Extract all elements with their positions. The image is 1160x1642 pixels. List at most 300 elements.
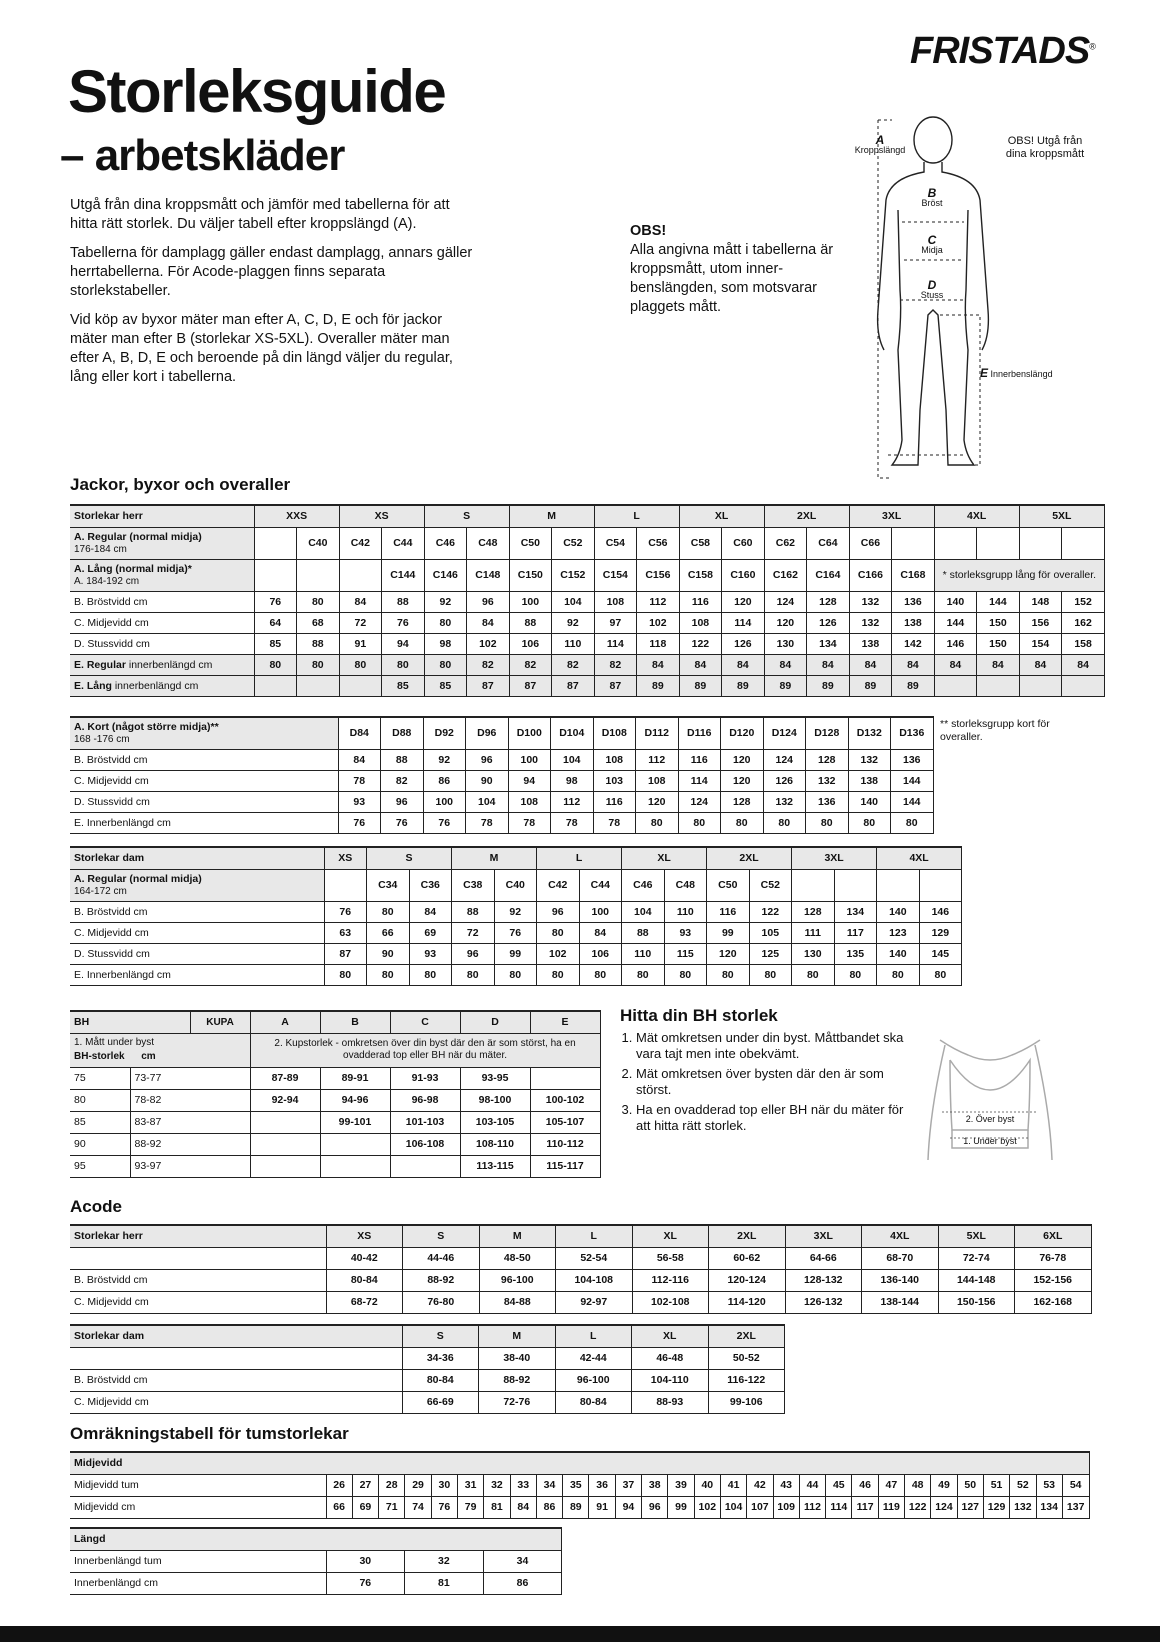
table-cell: 92 — [424, 591, 467, 612]
table-cell: 105 — [749, 922, 792, 943]
table-cell: 80 — [537, 964, 580, 985]
table-row — [70, 964, 962, 985]
table-cell: 31 — [457, 1474, 483, 1496]
table-cell: 93 — [409, 943, 452, 964]
table-cell: 76 — [254, 591, 297, 612]
bh-range: 93-97 — [130, 1155, 250, 1177]
table-cell: 80 — [424, 654, 467, 675]
table-cell: 104 — [622, 901, 665, 922]
table-cell: 128-132 — [785, 1269, 862, 1291]
table-cell — [1062, 675, 1105, 696]
table-cell: 80-84 — [326, 1269, 403, 1291]
table-cell: 126 — [722, 633, 765, 654]
figure-label-b: B Bröst — [921, 186, 943, 208]
table-cell: 90 — [367, 943, 410, 964]
table-cell: 80 — [763, 812, 806, 833]
table-cell: 80-84 — [402, 1369, 479, 1391]
table-cell: 91 — [589, 1496, 615, 1518]
section-title-acode: Acode — [70, 1197, 122, 1216]
table-cell: 89 — [892, 675, 935, 696]
table-cell: 144 — [934, 612, 977, 633]
table-cell: 140 — [877, 943, 920, 964]
table-cell: 132 — [848, 749, 891, 770]
herr-size-table — [70, 504, 1105, 697]
cup-header: A — [250, 1011, 320, 1033]
table-cell: 76 — [338, 812, 381, 833]
table-cell: D124 — [763, 717, 806, 749]
table-cell: 142 — [892, 633, 935, 654]
table-cell: 132 — [849, 612, 892, 633]
table-cell — [250, 1133, 320, 1155]
table-cell: 109 — [773, 1496, 799, 1518]
table-row — [70, 1089, 600, 1111]
bh-step1-label: 1. Mått under byst BH-storlek cm — [70, 1033, 250, 1067]
table-cell: 30 — [326, 1550, 405, 1572]
table-cell: 78 — [338, 770, 381, 791]
table-cell: 129 — [919, 922, 962, 943]
table-cell: C154 — [594, 559, 637, 591]
table-cell: 42-44 — [555, 1347, 632, 1369]
table-cell: C150 — [509, 559, 552, 591]
table-cell: 132 — [806, 770, 849, 791]
table-cell: 127 — [957, 1496, 983, 1518]
table-cell: 93 — [338, 791, 381, 812]
table-cell: 93-95 — [460, 1067, 530, 1089]
table-cell: 89 — [563, 1496, 589, 1518]
table-cell: C58 — [679, 527, 722, 559]
table-row — [70, 1347, 785, 1369]
table-row — [70, 1391, 785, 1413]
table-cell: D128 — [806, 717, 849, 749]
table-cell: C166 — [849, 559, 892, 591]
table-cell: 27 — [352, 1474, 378, 1496]
table-cell: 80 — [707, 964, 750, 985]
table-cell: 90 — [466, 770, 509, 791]
size-header: XL — [622, 847, 707, 869]
kort-note: ** storleksgrupp kort för overaller. — [940, 718, 1050, 743]
table-cell: C152 — [552, 559, 595, 591]
table-cell: 82 — [552, 654, 595, 675]
table-cell: 114 — [594, 633, 637, 654]
table-cell: 101-103 — [390, 1111, 460, 1133]
table-cell: 120 — [721, 770, 764, 791]
table-cell: 94-96 — [320, 1089, 390, 1111]
table-row — [70, 749, 933, 770]
table-cell: C66 — [849, 527, 892, 559]
table-cell — [390, 1155, 460, 1177]
size-header: 3XL — [849, 505, 934, 527]
table-cell: C40 — [494, 869, 537, 901]
bh-instructions-title: Hitta din BH storlek — [620, 1006, 778, 1025]
table-cell: D96 — [466, 717, 509, 749]
table-cell: 138 — [848, 770, 891, 791]
table-cell: 128 — [807, 591, 850, 612]
table-cell: 94 — [508, 770, 551, 791]
table-cell: 29 — [405, 1474, 431, 1496]
table-cell: 87 — [324, 943, 367, 964]
table-cell: 99 — [707, 922, 750, 943]
table-cell: 114-120 — [709, 1291, 786, 1313]
table-cell — [250, 1155, 320, 1177]
table-cell: 112-116 — [632, 1269, 709, 1291]
table-cell: 80 — [664, 964, 707, 985]
table-cell: 64-66 — [785, 1247, 862, 1269]
table-cell: 124 — [763, 749, 806, 770]
table-cell: 80 — [919, 964, 962, 985]
table-cell — [297, 559, 340, 591]
table-cell: 85 — [424, 675, 467, 696]
dam-size-table — [70, 846, 962, 986]
bh-instructions — [620, 1008, 920, 1138]
table-cell: D84 — [338, 717, 381, 749]
table-cell: 54 — [1062, 1474, 1089, 1496]
size-header: 4XL — [877, 847, 962, 869]
table-cell: 72 — [339, 612, 382, 633]
table-cell: 106-108 — [390, 1133, 460, 1155]
table-cell: 32 — [405, 1550, 484, 1572]
table-cell: 128 — [792, 901, 835, 922]
table-cell — [339, 675, 382, 696]
table-cell — [324, 869, 367, 901]
table-row — [70, 527, 1105, 559]
table-cell: 112 — [637, 591, 680, 612]
table-cell — [834, 869, 877, 901]
table-cell: 102 — [694, 1496, 720, 1518]
table-cell: 79 — [457, 1496, 483, 1518]
table-cell: 88-93 — [632, 1391, 709, 1413]
table-cell: 86 — [423, 770, 466, 791]
table-cell: 33 — [510, 1474, 536, 1496]
table-cell: 135 — [834, 943, 877, 964]
table-cell: 89-91 — [320, 1067, 390, 1089]
table-cell: 140 — [848, 791, 891, 812]
table-cell: 140 — [877, 901, 920, 922]
table-cell: 82 — [381, 770, 424, 791]
row-label: C. Midjevidd cm — [70, 1291, 326, 1313]
table-cell: 87 — [509, 675, 552, 696]
size-header: 2XL — [709, 1225, 786, 1247]
page-title: Storleksguide — [68, 58, 446, 125]
table-cell: C168 — [892, 559, 935, 591]
size-header: L — [556, 1225, 633, 1247]
table-cell: 84 — [467, 612, 510, 633]
table-cell: 82 — [594, 654, 637, 675]
table-cell: 148 — [1019, 591, 1062, 612]
header-label: Midjevidd — [70, 1452, 1089, 1474]
table-cell: 138 — [849, 633, 892, 654]
table-cell: 52-54 — [556, 1247, 633, 1269]
size-header: 6XL — [1015, 1225, 1092, 1247]
cup-header: B — [320, 1011, 390, 1033]
table-cell: 99 — [668, 1496, 694, 1518]
table-cell: 99-106 — [708, 1391, 785, 1413]
table-cell: 80 — [636, 812, 679, 833]
table-cell: 38 — [642, 1474, 668, 1496]
table-cell — [297, 675, 340, 696]
table-cell: 47 — [878, 1474, 904, 1496]
table-cell: 87 — [552, 675, 595, 696]
table-cell: 150 — [977, 633, 1020, 654]
obs-note — [630, 222, 860, 317]
table-cell: 84 — [977, 654, 1020, 675]
table-cell: 89 — [722, 675, 765, 696]
table-cell: 119 — [878, 1496, 904, 1518]
table-cell: 98 — [551, 770, 594, 791]
table-header-row — [70, 1325, 785, 1347]
table-cell: D132 — [848, 717, 891, 749]
table-cell: 88 — [452, 901, 495, 922]
table-cell: 88-92 — [479, 1369, 556, 1391]
figure-label-a: A Kroppslängd — [854, 133, 906, 155]
table-cell: C148 — [467, 559, 510, 591]
table-cell: 64 — [254, 612, 297, 633]
table-cell: 97 — [594, 612, 637, 633]
table-cell — [1019, 527, 1062, 559]
bh-step2-label: 2. Kupstorlek - omkretsen över din byst där den är som störst, ha en ovadderad top eller BH när du mäter. — [250, 1033, 600, 1067]
table-cell: 134 — [807, 633, 850, 654]
row-label: A. Lång (normal midja)* A. 184-192 cm — [70, 559, 254, 591]
table-cell: 80 — [382, 654, 425, 675]
table-cell: 114 — [678, 770, 721, 791]
table-cell: 48 — [905, 1474, 931, 1496]
table-header-row — [70, 1225, 1091, 1247]
table-cell: 34-36 — [402, 1347, 479, 1369]
row-label: A. Regular (normal midja) 164-172 cm — [70, 869, 324, 901]
bh-step: 2. Mät omkretsen över bysten där den är som störst. — [636, 1066, 920, 1098]
row-label: B. Bröstvidd cm — [70, 591, 254, 612]
table-cell: 76 — [381, 812, 424, 833]
header-label: Längd — [70, 1528, 562, 1550]
size-header: M — [509, 505, 594, 527]
table-cell: 80 — [537, 922, 580, 943]
table-cell: 125 — [749, 943, 792, 964]
table-cell: 56-58 — [632, 1247, 709, 1269]
table-cell: D116 — [678, 717, 721, 749]
table-cell: 115 — [664, 943, 707, 964]
table-cell: C162 — [764, 559, 807, 591]
table-cell: 117 — [834, 922, 877, 943]
table-cell: 132 — [1010, 1496, 1036, 1518]
figure-label-c: C Midja — [921, 233, 943, 255]
table-cell: 88 — [381, 749, 424, 770]
table-cell: 108 — [594, 591, 637, 612]
table-cell: 44-46 — [403, 1247, 480, 1269]
table-cell — [934, 527, 977, 559]
table-row — [70, 791, 933, 812]
table-cell: 150 — [977, 612, 1020, 633]
table-cell: 80 — [494, 964, 537, 985]
table-cell: 124 — [931, 1496, 957, 1518]
table-cell: 68-70 — [862, 1247, 939, 1269]
table-cell: 104 — [466, 791, 509, 812]
table-row — [70, 1067, 600, 1089]
table-cell: 112 — [551, 791, 594, 812]
table-cell: 78 — [508, 812, 551, 833]
table-cell: 78 — [466, 812, 509, 833]
size-header: 4XL — [862, 1225, 939, 1247]
table-cell: 84 — [934, 654, 977, 675]
row-label: Midjevidd cm — [70, 1496, 326, 1518]
table-cell: 82 — [467, 654, 510, 675]
table-cell: 114 — [722, 612, 765, 633]
table-cell: 69 — [409, 922, 452, 943]
row-label: E. Regular innerbenlängd cm — [70, 654, 254, 675]
row-label: E. Innerbenlängd cm — [70, 812, 338, 833]
table-cell: 78 — [551, 812, 594, 833]
table-row — [70, 812, 933, 833]
table-cell: 80 — [452, 964, 495, 985]
row-label: A. Regular (normal midja) 176-184 cm — [70, 527, 254, 559]
header-label: Storlekar herr — [70, 505, 254, 527]
table-cell: 108 — [593, 749, 636, 770]
table-cell: 126 — [763, 770, 806, 791]
table-cell: 111 — [792, 922, 835, 943]
table-cell: 46-48 — [632, 1347, 709, 1369]
table-cell: 51 — [983, 1474, 1009, 1496]
table-cell: 76-78 — [1015, 1247, 1092, 1269]
table-cell: 92-94 — [250, 1089, 320, 1111]
table-cell: 60-62 — [709, 1247, 786, 1269]
table-cell: 94 — [615, 1496, 641, 1518]
table-cell: 93 — [664, 922, 707, 943]
size-header: S — [424, 505, 509, 527]
table-cell: 96 — [466, 749, 509, 770]
table-row — [70, 675, 1105, 696]
table-row — [70, 943, 962, 964]
table-cell — [977, 675, 1020, 696]
table-cell: C52 — [552, 527, 595, 559]
table-cell: 46 — [852, 1474, 878, 1496]
table-cell: C50 — [707, 869, 750, 901]
table-cell: 112 — [636, 749, 679, 770]
table-cell: 80 — [579, 964, 622, 985]
size-header: XL — [632, 1225, 709, 1247]
acode-herr-table — [70, 1224, 1092, 1314]
table-cell: 68 — [297, 612, 340, 633]
table-cell: C42 — [537, 869, 580, 901]
table-cell: 45 — [826, 1474, 852, 1496]
page-subtitle: – arbetskläder — [60, 131, 345, 180]
table-cell: 134 — [834, 901, 877, 922]
row-label: B. Bröstvidd cm — [70, 901, 324, 922]
table-cell: C56 — [637, 527, 680, 559]
table-header-row — [70, 1011, 600, 1033]
bh-step: 1. Mät omkretsen under din byst. Måttbandet ska vara tajt men inte obekvämt. — [636, 1030, 920, 1062]
table-cell: 76 — [494, 922, 537, 943]
size-header: 3XL — [785, 1225, 862, 1247]
table-cell: 96 — [452, 943, 495, 964]
row-label: Innerbenlängd cm — [70, 1572, 326, 1594]
table-cell: 100 — [579, 901, 622, 922]
table-cell: 80 — [806, 812, 849, 833]
table-cell: 63 — [324, 922, 367, 943]
table-cell: 117 — [852, 1496, 878, 1518]
header-label: Storlekar dam — [70, 847, 324, 869]
table-cell: 78 — [593, 812, 636, 833]
table-cell: 104 — [551, 749, 594, 770]
table-cell: 104-110 — [632, 1369, 709, 1391]
table-cell: D108 — [593, 717, 636, 749]
table-cell: 136 — [891, 749, 934, 770]
table-cell: C54 — [594, 527, 637, 559]
table-cell: 88-92 — [403, 1269, 480, 1291]
table-cell: 126 — [807, 612, 850, 633]
table-header-row — [70, 505, 1105, 527]
table-cell: 80 — [891, 812, 934, 833]
row-label: C. Midjevidd cm — [70, 1391, 402, 1413]
row-label — [70, 1247, 326, 1269]
table-cell: 89 — [807, 675, 850, 696]
table-cell: 107 — [747, 1496, 773, 1518]
table-cell: C60 — [722, 527, 765, 559]
table-cell: 106 — [509, 633, 552, 654]
table-row — [70, 770, 933, 791]
table-cell: 91 — [339, 633, 382, 654]
table-cell: 152 — [1062, 591, 1105, 612]
table-cell: 44 — [799, 1474, 825, 1496]
table-cell: 100 — [509, 591, 552, 612]
table-cell: 129 — [983, 1496, 1009, 1518]
table-cell: 96-98 — [390, 1089, 460, 1111]
table-row — [70, 591, 1105, 612]
table-cell: C52 — [749, 869, 792, 901]
table-cell: 71 — [379, 1496, 405, 1518]
size-header: XL — [632, 1325, 709, 1347]
table-cell: 80 — [424, 612, 467, 633]
kort-size-table — [70, 716, 934, 834]
table-cell: 80 — [834, 964, 877, 985]
table-cell: 80 — [367, 901, 410, 922]
row-label: B. Bröstvidd cm — [70, 749, 338, 770]
table-cell: 34 — [536, 1474, 562, 1496]
table-cell: 100 — [508, 749, 551, 770]
row-label: B. Bröstvidd cm — [70, 1269, 326, 1291]
size-header: S — [367, 847, 452, 869]
table-cell: 120 — [707, 943, 750, 964]
size-header: 4XL — [934, 505, 1019, 527]
table-cell: 100 — [423, 791, 466, 812]
table-cell: 68-72 — [326, 1291, 403, 1313]
row-label: E. Innerbenlängd cm — [70, 964, 324, 985]
size-header: XS — [324, 847, 367, 869]
table-cell: C64 — [807, 527, 850, 559]
table-cell: 92 — [552, 612, 595, 633]
table-cell: 92 — [423, 749, 466, 770]
bh-size: 85 — [70, 1111, 130, 1133]
table-cell: 87 — [467, 675, 510, 696]
table-header-row — [70, 1528, 562, 1550]
table-cell: 134 — [1036, 1496, 1062, 1518]
bh-size: 75 — [70, 1067, 130, 1089]
size-header: XS — [339, 505, 424, 527]
table-cell — [892, 527, 935, 559]
table-cell: 84 — [409, 901, 452, 922]
table-cell: 81 — [405, 1572, 484, 1594]
table-cell — [934, 675, 977, 696]
table-cell — [977, 527, 1020, 559]
table-cell: 76-80 — [403, 1291, 480, 1313]
table-cell: 96 — [381, 791, 424, 812]
table-cell: 108 — [636, 770, 679, 791]
intro-paragraph: Vid köp av byxor mäter man efter A, C, D, E och för jackor mäter man efter B (storlekar XS-5XL). Overaller mäter man efter A, B, D, E och beroende på din längd väljer du regular, lång eller kort i tabellerna. — [70, 312, 453, 385]
table-cell: 41 — [720, 1474, 746, 1496]
figure-note: OBS! Utgå från dina kroppsmått — [1005, 135, 1085, 160]
size-header: M — [479, 1325, 556, 1347]
table-cell: 43 — [773, 1474, 799, 1496]
table-cell: 96-100 — [479, 1269, 556, 1291]
table-cell: 162-168 — [1015, 1291, 1092, 1313]
table-cell: 89 — [679, 675, 722, 696]
